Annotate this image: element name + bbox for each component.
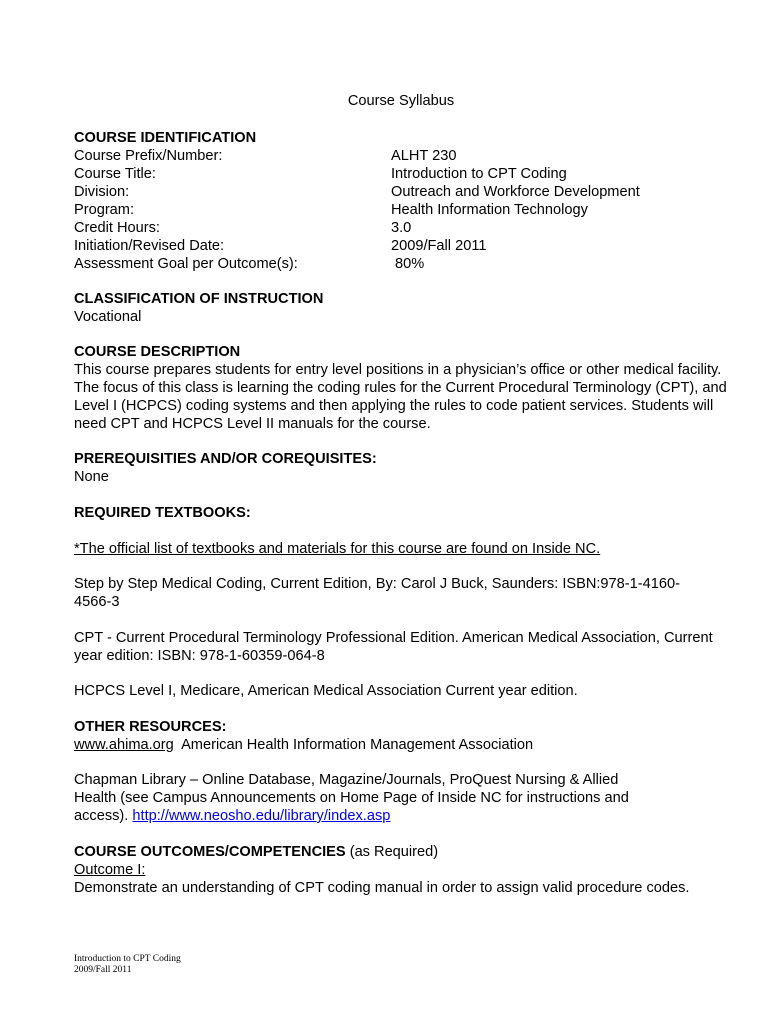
- id-value-division: Outreach and Workforce Development: [391, 184, 640, 200]
- id-label-goal: Assessment Goal per Outcome(s):: [74, 256, 298, 272]
- outcome-label: Outcome I:: [74, 862, 146, 878]
- footer-date: 2009/Fall 2011: [74, 965, 132, 975]
- id-value-credits: 3.0: [391, 220, 412, 236]
- prereq-text: None: [74, 469, 109, 485]
- id-label-credits: Credit Hours:: [74, 220, 160, 236]
- textbook-3: HCPCS Level I, Medicare, American Medical Association Current year edition.: [74, 683, 578, 699]
- resources-heading: OTHER RESOURCES:: [74, 719, 227, 735]
- outcomes-heading-line: [74, 843, 438, 861]
- id-value-date: 2009/Fall 2011: [391, 238, 487, 254]
- ahima-description: American Health Information Management Association: [181, 737, 534, 753]
- outcome-text: Demonstrate an understanding of CPT coding manual in order to assign valid procedure codes.: [74, 880, 690, 896]
- library-link[interactable]: http://www.neosho.edu/library/index.asp: [132, 808, 391, 824]
- id-value-prefix: ALHT 230: [391, 148, 457, 164]
- ahima-link[interactable]: www.ahima.org: [74, 737, 174, 753]
- library-resource: [74, 771, 664, 825]
- description-text: This course prepares students for entry level positions in a physician’s office or other medical facility. The focus of this class is learning the coding rules for the Current Procedural Terminology (CPT), and Level I (HCPCS) coding systems and then applying the rules to code patient services. Students will need CPT and HCPCS Level II manuals for the course.: [74, 362, 727, 432]
- id-label-title: Course Title:: [74, 166, 156, 182]
- id-label-date: Initiation/Revised Date:: [74, 238, 225, 254]
- prereq-heading: PREREQUISITIES AND/OR COREQUISITES:: [74, 451, 377, 467]
- description-heading: COURSE DESCRIPTION: [74, 344, 241, 360]
- id-label-division: Division:: [74, 184, 130, 200]
- id-value-program: Health Information Technology: [391, 202, 588, 218]
- library-text: Chapman Library – Online Database, Magazine/Journals, ProQuest Nursing & Allied Health (see Campus Announcements on Home Page of Inside NC for instructions and access).: [74, 772, 629, 824]
- id-value-goal: 80%: [395, 256, 425, 272]
- textbook-2: CPT - Current Procedural Terminology Professional Edition. American Medical Association, Current year edition: ISBN: 978-1-60359-064-8: [74, 630, 713, 664]
- page-footer: [74, 954, 181, 976]
- outcomes-heading: COURSE OUTCOMES/COMPETENCIES: [74, 844, 346, 860]
- page-title: Course Syllabus: [347, 93, 455, 109]
- id-value-title: Introduction to CPT Coding: [391, 166, 567, 182]
- id-label-prefix: Course Prefix/Number:: [74, 148, 223, 164]
- classification-heading: CLASSIFICATION OF INSTRUCTION: [74, 291, 324, 307]
- outcomes-heading-suffix: (as Required): [349, 844, 439, 860]
- textbook-1: Step by Step Medical Coding, Current Edition, By: Carol J Buck, Saunders: ISBN:978-1-4160-4566-3: [74, 576, 680, 610]
- identification-heading: COURSE IDENTIFICATION: [74, 130, 257, 146]
- textbooks-note: *The official list of textbooks and materials for this course are found on Inside NC.: [74, 541, 601, 557]
- textbooks-heading: REQUIRED TEXTBOOKS:: [74, 505, 251, 521]
- resource-ahima: [74, 736, 533, 754]
- id-label-program: Program:: [74, 202, 135, 218]
- classification-text: Vocational: [74, 309, 142, 325]
- footer-course-title: Introduction to CPT Coding: [74, 954, 181, 964]
